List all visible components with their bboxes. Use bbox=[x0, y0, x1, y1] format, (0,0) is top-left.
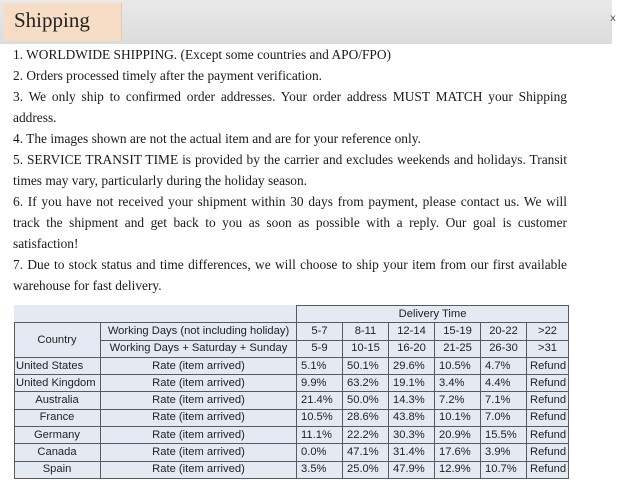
refund-cell: Refund bbox=[527, 427, 569, 444]
refund-cell: Refund bbox=[527, 357, 569, 374]
country-cell: Spain bbox=[15, 461, 101, 478]
country-header: Country bbox=[15, 323, 101, 358]
policy-item-1: 1. WORLDWIDE SHIPPING. (Except some countries and APO/FPO) bbox=[13, 47, 392, 62]
rate-cell: 10.5% bbox=[435, 357, 481, 374]
range-cell: 5-7 bbox=[297, 323, 343, 340]
refund-cell: Refund bbox=[527, 461, 569, 478]
section-header-band bbox=[0, 0, 616, 44]
rate-cell: 5.1% bbox=[297, 357, 343, 374]
rate-cell: 3.5% bbox=[297, 461, 343, 478]
rate-cell: 50.0% bbox=[343, 392, 389, 409]
country-cell: Canada bbox=[15, 444, 101, 461]
shipping-policy-list bbox=[13, 44, 567, 296]
rate-cell: 29.6% bbox=[389, 357, 435, 374]
working-days-row bbox=[15, 323, 569, 340]
rate-cell: 3.4% bbox=[435, 375, 481, 392]
range-cell: 12-14 bbox=[389, 323, 435, 340]
rate-cell: 15.5% bbox=[481, 427, 527, 444]
rate-cell: 47.1% bbox=[343, 444, 389, 461]
working-days-sat-label: Working Days + Saturday + Sunday bbox=[101, 340, 297, 357]
rate-label-cell: Rate (item arrived) bbox=[101, 444, 297, 461]
rate-cell: 21.4% bbox=[297, 392, 343, 409]
delivery-time-table bbox=[14, 305, 569, 479]
table-corner-cell bbox=[15, 306, 297, 323]
rate-label-cell: Rate (item arrived) bbox=[101, 357, 297, 374]
policy-item-5: 5. SERVICE TRANSIT TIME is provided by the carrier and excludes weekends and holidays. Transit times may vary, particularly during the holiday season. bbox=[13, 152, 567, 188]
range-cell: >31 bbox=[527, 340, 569, 357]
working-days-label: Working Days (not including holiday) bbox=[101, 323, 297, 340]
refund-cell: Refund bbox=[527, 444, 569, 461]
rate-cell: 10.7% bbox=[481, 461, 527, 478]
rate-cell: 17.6% bbox=[435, 444, 481, 461]
rate-cell: 47.9% bbox=[389, 461, 435, 478]
range-cell: 26-30 bbox=[481, 340, 527, 357]
table-row bbox=[15, 427, 569, 444]
rate-cell: 25.0% bbox=[343, 461, 389, 478]
range-cell: 8-11 bbox=[343, 323, 389, 340]
rate-cell: 9.9% bbox=[297, 375, 343, 392]
policy-item-3: 3. We only ship to confirmed order addresses. Your order address MUST MATCH your Shipping address. bbox=[13, 89, 567, 125]
rate-cell: 0.0% bbox=[297, 444, 343, 461]
country-cell: United Kingdom bbox=[15, 375, 101, 392]
rate-cell: 19.1% bbox=[389, 375, 435, 392]
rate-cell: 7.0% bbox=[481, 409, 527, 426]
policy-item-7: 7. Due to stock status and time differences, we will choose to ship your item from our first available warehouse for fast delivery. bbox=[13, 257, 567, 293]
rate-cell: 3.9% bbox=[481, 444, 527, 461]
refund-cell: Refund bbox=[527, 409, 569, 426]
rate-cell: 63.2% bbox=[343, 375, 389, 392]
section-title: Shipping bbox=[14, 8, 90, 32]
country-cell: Australia bbox=[15, 392, 101, 409]
rate-label-cell: Rate (item arrived) bbox=[101, 427, 297, 444]
rate-label-cell: Rate (item arrived) bbox=[101, 392, 297, 409]
table-row bbox=[15, 461, 569, 478]
rate-cell: 28.6% bbox=[343, 409, 389, 426]
range-cell: 5-9 bbox=[297, 340, 343, 357]
rate-cell: 43.8% bbox=[389, 409, 435, 426]
delivery-time-header: Delivery Time bbox=[297, 306, 569, 323]
policy-item-4: 4. The images shown are not the actual item and are for your reference only. bbox=[13, 131, 421, 146]
rate-cell: 31.4% bbox=[389, 444, 435, 461]
corner-mark: x bbox=[610, 13, 616, 24]
rate-label-cell: Rate (item arrived) bbox=[101, 461, 297, 478]
rate-cell: 12.9% bbox=[435, 461, 481, 478]
refund-cell: Refund bbox=[527, 392, 569, 409]
rate-cell: 10.1% bbox=[435, 409, 481, 426]
rate-cell: 7.2% bbox=[435, 392, 481, 409]
table-row bbox=[15, 375, 569, 392]
country-cell: France bbox=[15, 409, 101, 426]
rate-cell: 4.4% bbox=[481, 375, 527, 392]
range-cell: >22 bbox=[527, 323, 569, 340]
rate-label-cell: Rate (item arrived) bbox=[101, 375, 297, 392]
rate-cell: 14.3% bbox=[389, 392, 435, 409]
rate-cell: 20.9% bbox=[435, 427, 481, 444]
rate-cell: 22.2% bbox=[343, 427, 389, 444]
rate-cell: 7.1% bbox=[481, 392, 527, 409]
range-cell: 10-15 bbox=[343, 340, 389, 357]
table-row bbox=[15, 392, 569, 409]
table-header-row bbox=[15, 306, 569, 323]
rate-cell: 4.7% bbox=[481, 357, 527, 374]
range-cell: 16-20 bbox=[389, 340, 435, 357]
rate-cell: 50.1% bbox=[343, 357, 389, 374]
country-cell: Germany bbox=[15, 427, 101, 444]
table-row bbox=[15, 357, 569, 374]
refund-cell: Refund bbox=[527, 375, 569, 392]
range-cell: 15-19 bbox=[435, 323, 481, 340]
rate-cell: 10.5% bbox=[297, 409, 343, 426]
range-cell: 20-22 bbox=[481, 323, 527, 340]
range-cell: 21-25 bbox=[435, 340, 481, 357]
table-row bbox=[15, 444, 569, 461]
policy-item-6: 6. If you have not received your shipment within 30 days from payment, please contact us. We will track the shipment and get back to you as soon as possible with a reply. Our goal is customer satisfaction! bbox=[13, 194, 567, 251]
table-row bbox=[15, 409, 569, 426]
country-cell: United States bbox=[15, 357, 101, 374]
rate-label-cell: Rate (item arrived) bbox=[101, 409, 297, 426]
rate-cell: 11.1% bbox=[297, 427, 343, 444]
policy-item-2: 2. Orders processed timely after the payment verification. bbox=[13, 68, 322, 83]
rate-cell: 30.3% bbox=[389, 427, 435, 444]
